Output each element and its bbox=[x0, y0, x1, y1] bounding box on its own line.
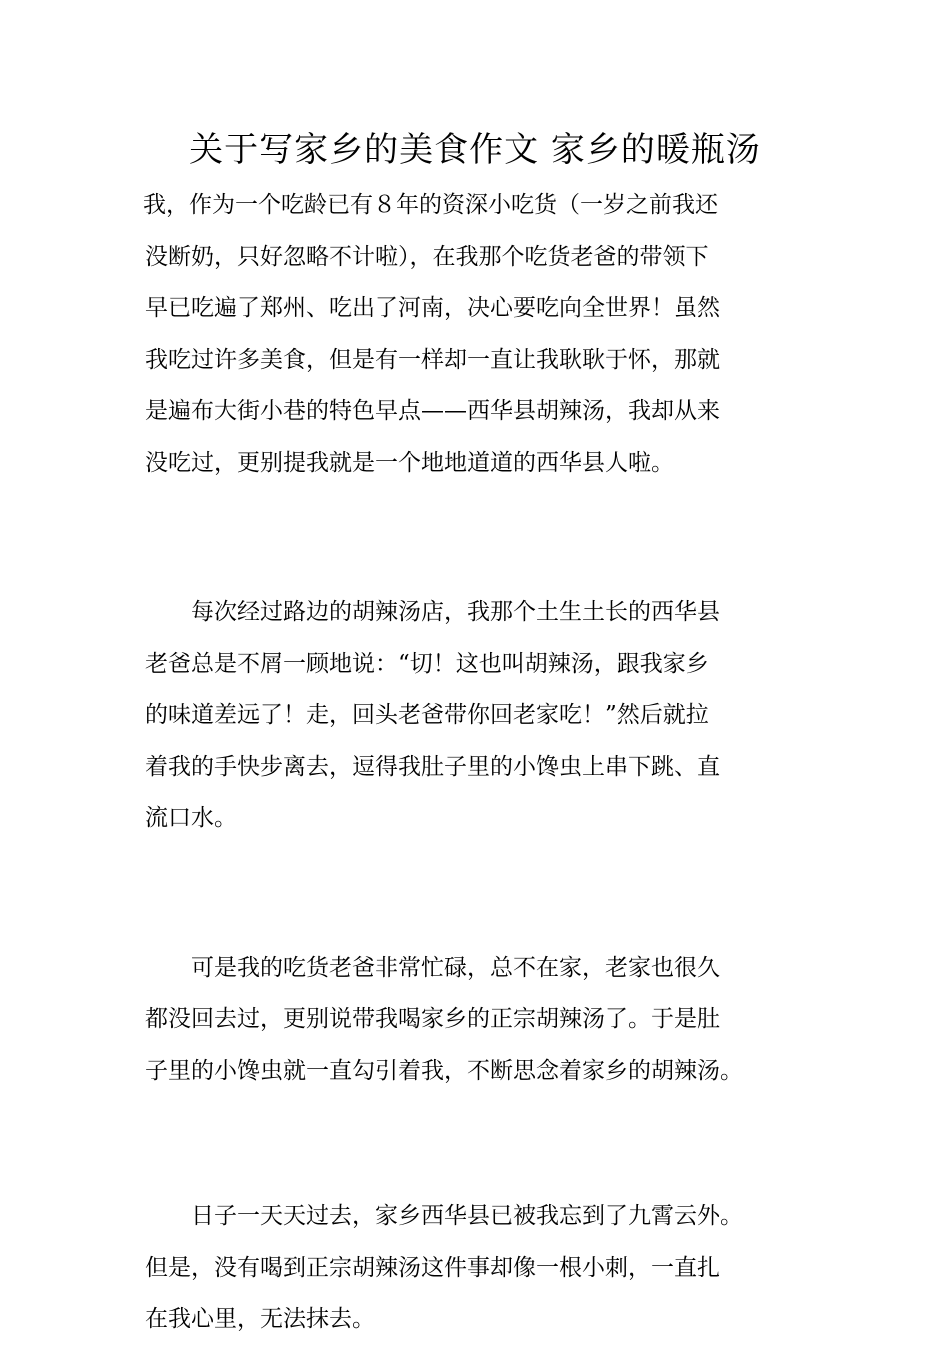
text-line: 每次经过路边的胡辣汤店，我那个土生土长的西华县 bbox=[145, 599, 720, 625]
text-line: 我，作为一个吃龄已有８年的资深小吃货（一岁之前我还 bbox=[143, 192, 718, 218]
text-line: 在我心里，无法抹去。 bbox=[145, 1306, 375, 1332]
text-line: 都没回去过，更别说带我喝家乡的正宗胡辣汤了。于是肚 bbox=[145, 1006, 720, 1032]
text-line: 没吃过，更别提我就是一个地地道道的西华县人啦。 bbox=[145, 449, 674, 476]
paragraph-2 bbox=[145, 587, 825, 845]
text-line: 我吃过许多美食，但是有一样却一直让我耿耿于怀，那就 bbox=[145, 346, 720, 373]
paragraph-1 bbox=[145, 180, 825, 489]
text-line: 但是，没有喝到正宗胡辣汤这件事却像一根小刺，一直扎 bbox=[145, 1254, 720, 1281]
text-line: 流口水。 bbox=[145, 805, 237, 831]
document-title: 关于写家乡的美食作文 家乡的暖瓶汤 bbox=[189, 130, 761, 170]
text-line: 子里的小馋虫就一直勾引着我，不断思念着家乡的胡辣汤。 bbox=[145, 1057, 743, 1084]
text-line: 着我的手快步离去，逗得我肚子里的小馋虫上串下跳、直 bbox=[145, 753, 720, 780]
text-line: 老爸总是不屑一顾地说：“切！这也叫胡辣汤，跟我家乡 bbox=[145, 650, 709, 677]
paragraph-4 bbox=[145, 1191, 825, 1346]
paragraph-gap bbox=[145, 845, 825, 943]
document-body bbox=[145, 180, 825, 1346]
paragraph-gap bbox=[145, 489, 825, 587]
paragraph-gap bbox=[145, 1097, 825, 1191]
text-line: 的味道差远了！走，回头老爸带你回老家吃！”然后就拉 bbox=[145, 702, 709, 728]
text-line: 可是我的吃货老爸非常忙碌，总不在家，老家也很久 bbox=[145, 954, 720, 981]
text-line: 是遍布大街小巷的特色早点——西华县胡辣汤，我却从来 bbox=[145, 398, 720, 424]
text-line: 早已吃遍了郑州、吃出了河南，决心要吃向全世界！虽然 bbox=[145, 295, 720, 321]
text-line: 日子一天天过去，家乡西华县已被我忘到了九霄云外。 bbox=[145, 1203, 743, 1229]
paragraph-3 bbox=[145, 943, 825, 1098]
text-line: 没断奶，只好忽略不计啦），在我那个吃货老爸的带领下 bbox=[145, 243, 709, 270]
